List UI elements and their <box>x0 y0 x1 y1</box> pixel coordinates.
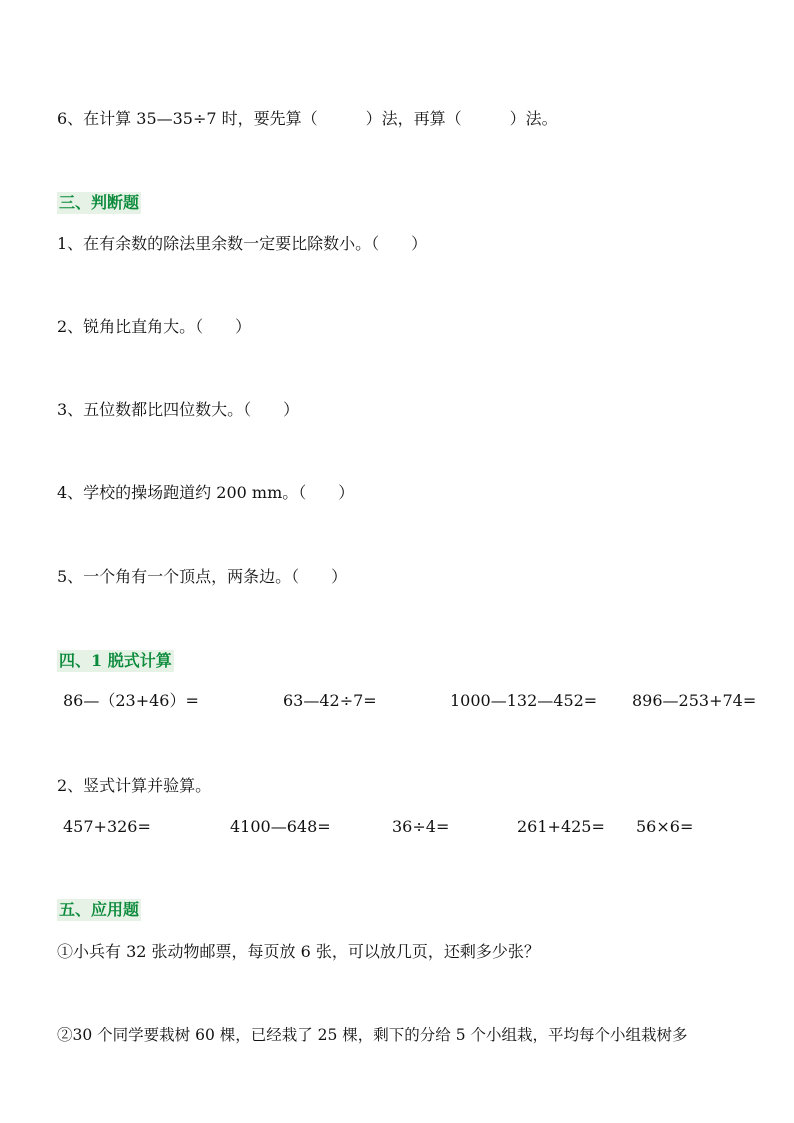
calc-expression-4: 896—253+74= <box>632 691 757 710</box>
question-6: 6、在计算 35—35÷7 时，要先算（ ）法，再算（ ）法。 <box>57 109 558 128</box>
judge-item-3: 3、五位数都比四位数大。（ ） <box>57 400 300 419</box>
calc-expression-2: 63—42÷7= <box>283 691 377 710</box>
section-application-title: 五、应用题 <box>59 900 140 919</box>
vertical-calc-4: 261+425= <box>517 817 605 836</box>
vertical-calc-1: 457+326= <box>63 817 151 836</box>
judge-item-1: 1、在有余数的除法里余数一定要比除数小。（ ） <box>57 234 428 253</box>
section-calculation-title: 四、1 脱式计算 <box>59 651 172 670</box>
calc-expression-3: 1000—132—452= <box>450 691 598 710</box>
application-question-2: ②30 个同学要栽树 60 棵，已经栽了 25 棵，剩下的分给 5 个小组栽，平均每个小组栽树多 <box>57 1026 688 1044</box>
calc-expression-1: 86—（23+46）= <box>63 691 199 710</box>
vertical-calc-2: 4100—648= <box>230 817 331 836</box>
application-question-1: ①小兵有 32 张动物邮票，每页放 6 张，可以放几页，还剩多少张？ <box>57 942 540 961</box>
vertical-calc-3: 36÷4= <box>392 817 450 836</box>
judge-item-5: 5、一个角有一个顶点，两条边。（ ） <box>57 567 348 586</box>
judge-item-2: 2、锐角比直角大。（ ） <box>57 317 252 336</box>
judge-item-4: 4、学校的操场跑道约 200 mm。（ ） <box>57 483 355 502</box>
question-vertical-calc: 2、竖式计算并验算。 <box>57 776 212 795</box>
section-judgement-title: 三、判断题 <box>59 193 140 212</box>
vertical-calc-5: 56×6= <box>636 817 694 836</box>
